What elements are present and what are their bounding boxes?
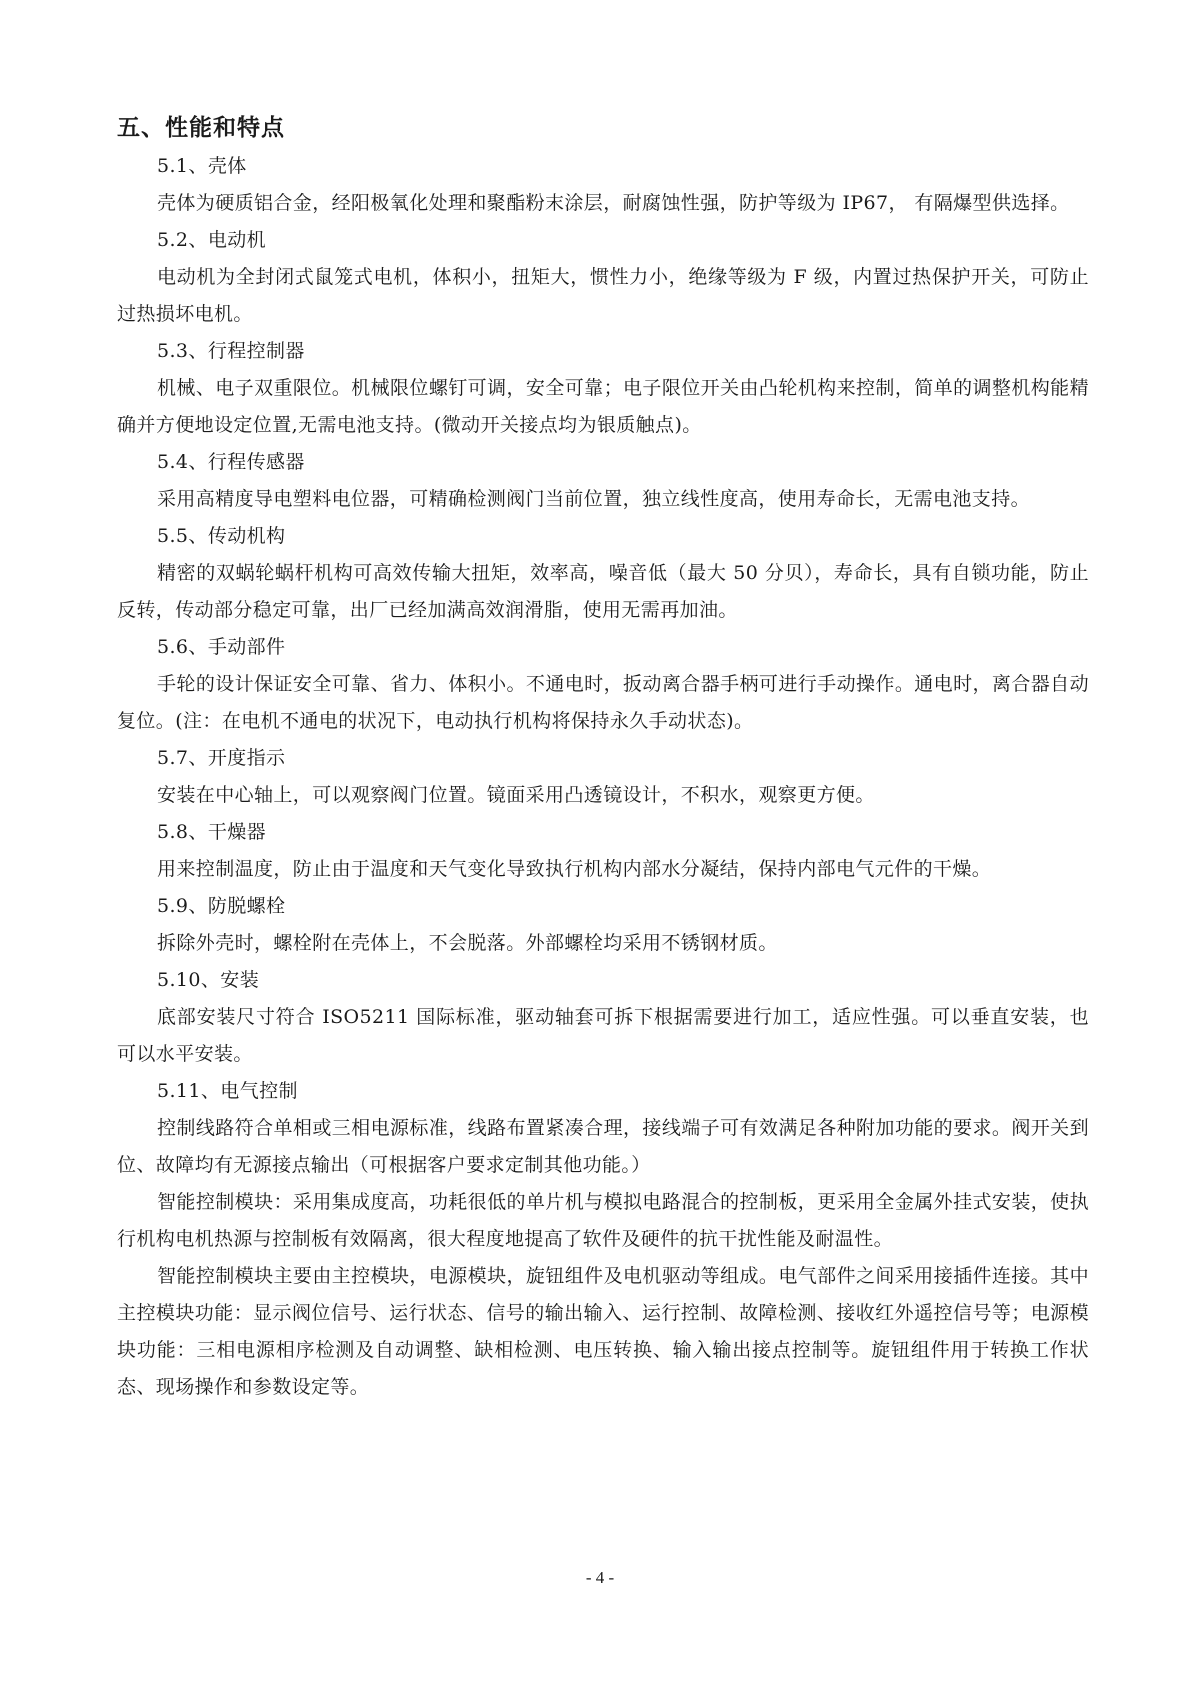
subsection-paragraph-5-11-b: 智能控制模块：采用集成度高，功耗很低的单片机与模拟电路混合的控制板，更采用全金属外挂式安装，使执行机构电机热源与控制板有效隔离，很大程度地提高了软件及硬件的抗干扰性能及耐温性。 [117,1191,1089,1250]
subsection-paragraph-5-5: 精密的双蜗轮蜗杆机构可高效传输大扭矩，效率高，噪音低（最大 50 分贝），寿命长，具有自锁功能，防止反转，传动部分稳定可靠，出厂已经加满高效润滑脂，使用无需再加油。 [117,562,1089,621]
subsection-heading-5-6: 5.6、手动部件 [157,636,286,658]
document-page [117,108,1089,1406]
subsection-heading-5-11: 5.11、电气控制 [157,1080,298,1102]
section-body [117,148,1089,1406]
subsection-paragraph-5-7: 安装在中心轴上，可以观察阀门位置。镜面采用凸透镜设计，不积水，观察更方便。 [157,784,875,806]
subsection-heading-5-7: 5.7、开度指示 [157,747,286,769]
subsection-heading-5-10: 5.10、安装 [157,969,260,991]
subsection-paragraph-5-11-c: 智能控制模块主要由主控模块，电源模块，旋钮组件及电机驱动等组成。电气部件之间采用接插件连接。其中主控模块功能：显示阀位信号、运行状态、信号的输出输入、运行控制、故障检测、接收红外遥控信号等；电源模块功能：三相电源相序检测及自动调整、缺相检测、电压转换、输入输出接点控制等。旋钮组件用于转换工作状态、现场操作和参数设定等。 [117,1265,1089,1398]
subsection-heading-5-2: 5.2、电动机 [157,229,267,251]
subsection-paragraph-5-3: 机械、电子双重限位。机械限位螺钉可调，安全可靠；电子限位开关由凸轮机构来控制，简单的调整机构能精确并方便地设定位置,无需电池支持。(微动开关接点均为银质触点)。 [117,377,1089,436]
subsection-paragraph-5-1: 壳体为硬质铝合金，经阳极氧化处理和聚酯粉末涂层，耐腐蚀性强，防护等级为 IP67， 有隔爆型供选择。 [157,192,1070,214]
subsection-heading-5-9: 5.9、防脱螺栓 [157,895,286,917]
page-number: - 4 - [585,1568,615,1587]
subsection-paragraph-5-9: 拆除外壳时，螺栓附在壳体上，不会脱落。外部螺栓均采用不锈钢材质。 [157,932,778,954]
subsection-paragraph-5-8: 用来控制温度，防止由于温度和天气变化导致执行机构内部水分凝结，保持内部电气元件的干燥。 [157,858,992,880]
subsection-paragraph-5-10: 底部安装尺寸符合 ISO5211 国际标准，驱动轴套可拆下根据需要进行加工，适应性强。可以垂直安装，也可以水平安装。 [117,1006,1089,1065]
section-title: 五、性能和特点 [117,115,285,141]
subsection-heading-5-1: 5.1、壳体 [157,155,247,177]
subsection-paragraph-5-6: 手轮的设计保证安全可靠、省力、体积小。不通电时，扳动离合器手柄可进行手动操作。通电时，离合器自动复位。(注：在电机不通电的状况下，电动执行机构将保持永久手动状态)。 [117,673,1089,732]
subsection-paragraph-5-11-a: 控制线路符合单相或三相电源标准，线路布置紧凑合理，接线端子可有效满足各种附加功能的要求。阀开关到位、故障均有无源接点输出（可根据客户要求定制其他功能。） [117,1117,1089,1176]
subsection-paragraph-5-2: 电动机为全封闭式鼠笼式电机，体积小，扭矩大，惯性力小，绝缘等级为 F 级，内置过热保护开关，可防止过热损坏电机。 [117,266,1089,325]
subsection-heading-5-5: 5.5、传动机构 [157,525,286,547]
subsection-paragraph-5-4: 采用高精度导电塑料电位器，可精确检测阀门当前位置，独立线性度高，使用寿命长，无需电池支持。 [157,488,1031,510]
subsection-heading-5-8: 5.8、干燥器 [157,821,267,843]
subsection-heading-5-4: 5.4、行程传感器 [157,451,305,473]
subsection-heading-5-3: 5.3、行程控制器 [157,340,305,362]
